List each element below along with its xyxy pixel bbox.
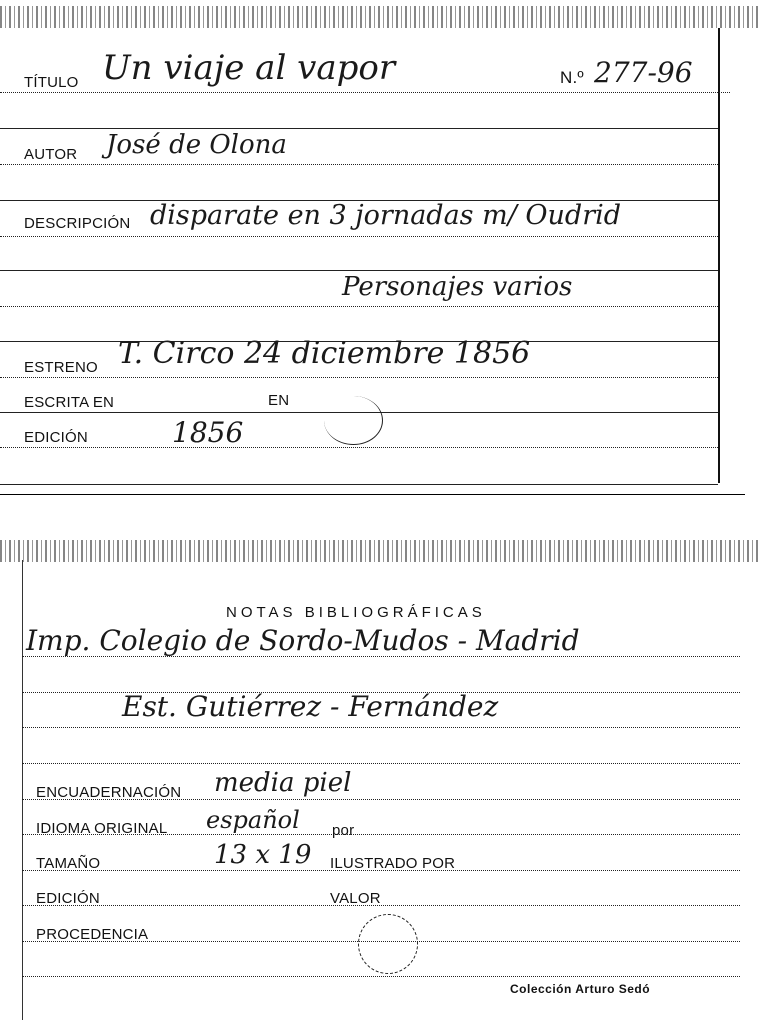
stamp-mark bbox=[324, 396, 383, 445]
rule-line bbox=[0, 377, 718, 378]
numero-label: N.º bbox=[560, 68, 584, 87]
valor-label: VALOR bbox=[330, 890, 381, 907]
tamano-value: 13 x 19 bbox=[214, 840, 312, 870]
autor-label: AUTOR bbox=[24, 146, 78, 163]
card-separator bbox=[0, 494, 745, 495]
autor-value: José de Olona bbox=[106, 130, 287, 160]
card-left-border bbox=[22, 560, 23, 1020]
tamano-label: TAMAÑO bbox=[36, 855, 101, 872]
idioma-value: español bbox=[206, 806, 300, 834]
en-label: EN bbox=[268, 392, 290, 409]
catalog-card-1 bbox=[0, 0, 759, 495]
stamp-mark bbox=[358, 914, 418, 974]
escrita-en-label: ESCRITA EN bbox=[24, 394, 115, 411]
rule-line bbox=[0, 128, 718, 129]
note-line-2: Est. Gutiérrez - Fernández bbox=[122, 690, 499, 723]
rule-line bbox=[22, 976, 740, 977]
rule-line bbox=[22, 763, 740, 764]
catalog-card-2 bbox=[0, 540, 759, 1028]
rule-line bbox=[0, 236, 718, 237]
edicion-label-2: EDICIÓN bbox=[36, 890, 100, 907]
descripcion-value-2: Personajes varios bbox=[342, 272, 573, 302]
edicion-value: 1856 bbox=[172, 416, 244, 449]
encuadernacion-label: ENCUADERNACIÓN bbox=[36, 784, 182, 801]
encuadernacion-value: media piel bbox=[214, 768, 352, 798]
por-label: por bbox=[332, 822, 355, 839]
card-torn-edge bbox=[0, 6, 759, 28]
edicion-label: EDICIÓN bbox=[24, 429, 88, 446]
card-right-border bbox=[718, 28, 720, 483]
rule-line bbox=[0, 484, 718, 485]
procedencia-label: PROCEDENCIA bbox=[36, 926, 149, 943]
descripcion-label: DESCRIPCIÓN bbox=[24, 215, 131, 232]
rule-line bbox=[22, 905, 740, 906]
rule-line bbox=[0, 164, 718, 165]
titulo-value: Un viaje al vapor bbox=[102, 48, 396, 88]
collection-credit: Colección Arturo Sedó bbox=[510, 982, 651, 996]
descripcion-value: disparate en 3 jornadas m/ Oudrid bbox=[150, 200, 622, 231]
rule-line bbox=[0, 92, 730, 93]
rule-line bbox=[22, 727, 740, 728]
note-line-1: Imp. Colegio de Sordo-Mudos - Madrid bbox=[26, 624, 580, 657]
rule-line bbox=[0, 306, 718, 307]
estreno-value: T. Circo 24 diciembre 1856 bbox=[118, 336, 531, 371]
card-torn-edge bbox=[0, 540, 759, 562]
rule-line bbox=[0, 447, 718, 448]
rule-line bbox=[0, 270, 718, 271]
estreno-label: ESTRENO bbox=[24, 359, 98, 376]
ilustrado-label: ILUSTRADO POR bbox=[330, 855, 456, 872]
notas-heading: NOTAS BIBLIOGRÁFICAS bbox=[226, 604, 486, 621]
titulo-label: TÍTULO bbox=[24, 74, 79, 91]
idioma-label: IDIOMA ORIGINAL bbox=[36, 820, 168, 837]
numero-value: 277-96 bbox=[594, 56, 693, 89]
